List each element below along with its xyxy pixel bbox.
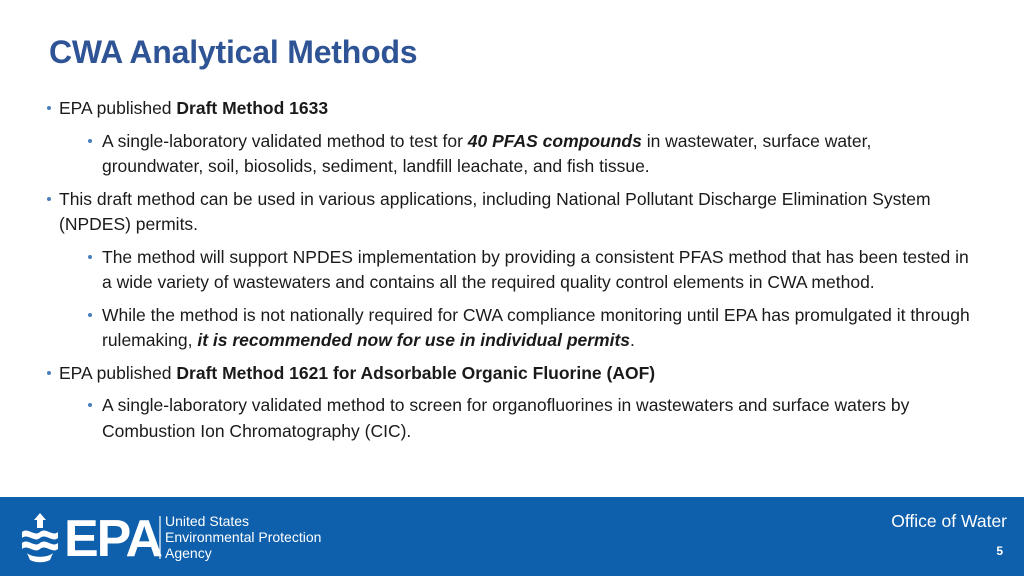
bullet-text: The method will support NPDES implementation by providing a consistent PFAS method that has been tested in a wide variety of wastewaters and contains all the required quality control elements in CWA method. [102,246,969,292]
sub-bullet-item [44,245,974,296]
bullet-text: Draft Method 1633 [176,98,329,118]
bullet-dot-icon [88,403,92,407]
bullet-text: Draft Method 1621 for Adsorbable Organic Fluorine (AOF) [176,362,656,383]
bullet-text: 40 PFAS compounds [467,130,642,151]
footer-bar [0,497,1024,576]
bullet-text: This draft method can be used in various applications, including National Pollutant Discharge Elimination System (NPDES) permits. [59,188,931,234]
bullet-text: A single-laboratory validated method to screen for organofluorines in wastewaters and surface waters by Combustion Ion Chromatography (CIC). [102,395,910,441]
logo-line-1: United States [165,513,250,529]
epa-logo [18,511,363,563]
bullet-item [44,361,974,387]
bullet-item [44,96,974,122]
bullet-dot-icon [47,197,51,201]
bullet-text: EPA published [59,98,177,118]
sub-bullet-item [44,129,974,180]
slide-title: CWA Analytical Methods [49,34,418,70]
bullet-item [44,187,974,238]
sub-bullet-item [44,303,974,354]
bullet-dot-icon [88,255,92,259]
bullet-text: in wastewater, surface water, groundwater, soil, biosolids, sediment, landfill leachate, and fish tissue. [102,130,872,176]
page-number: 5 [996,544,1003,558]
bullet-dot-icon [88,313,92,317]
bullet-text: it is recommended now for use in individual permits [197,330,631,350]
logo-line-3: Agency [165,545,212,561]
bullet-dot-icon [47,106,51,110]
epa-seal-icon [22,513,58,562]
bullet-text: EPA published [59,362,177,383]
bullet-list [44,96,974,451]
bullet-text: While the method is not nationally required for CWA compliance monitoring until EPA has promulgated it through rulemaking, [102,304,970,350]
bullet-dot-icon [88,139,92,143]
bullet-text: . [630,330,635,350]
office-label: Office of Water [891,511,1007,531]
sub-bullet-item [44,393,974,444]
bullet-text: A single-laboratory validated method to test for [102,130,468,151]
bullet-dot-icon [47,371,51,375]
logo-acronym: EPA [64,511,162,563]
logo-line-2: Environmental Protection [165,529,322,545]
